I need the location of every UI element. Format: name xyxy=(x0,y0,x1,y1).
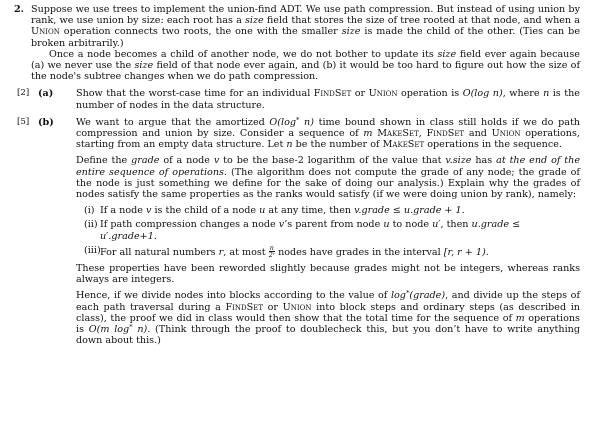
problem-number: 2. xyxy=(14,4,25,15)
problem-paragraph-2: Once a node becomes a child of another node, we do not bother to update its size field ever again because (a) we never use the size field of that node ever again, and (b) it would be too hard to figure out how the size of the node's subtree changes when we do path compression. xyxy=(31,48,580,83)
list-item: (ii) If path compression changes a node v’s parent from node u to node u′, then u.grade ≤ u′.grade+1. xyxy=(84,219,521,242)
problem-2 xyxy=(14,4,580,346)
part-b-paragraph-3: These properties have been reworded slightly because grades might not be integers, whereas ranks always are integers. xyxy=(76,263,580,286)
part-b-paragraph-2: Define the grade of a node v to be the base-2 logarithm of the value that v.size has at the end of the entire sequence of operations. (The algorithm does not compute the grade of any node; the grade of the node is just something we define for the sake of doing our analysis.) Explain why the grades of nodes satisfy the same properties as the ranks would satisfy (if we were doing union by rank), namely: xyxy=(76,155,581,201)
fraction-n-over-2r: $\frac{n}{\text{2ʳ}}$ xyxy=(268,243,275,259)
document-page xyxy=(14,4,580,346)
part-a xyxy=(17,88,580,111)
part-a-points: [2] xyxy=(17,88,30,99)
part-b xyxy=(17,115,581,347)
part-b-points: [5] xyxy=(17,116,30,127)
problem-intro: Suppose we use trees to implement the union-find ADT. We use path compression. But instead of using union by rank, we use union by size: each root has a size field that stores the size of tree rooted at that node, and when a Union operation connects two roots, the one with the smaller size is made the child of the other. (Ties can be broken arbitrarily.) xyxy=(31,4,580,49)
part-b-label: (b) xyxy=(38,116,54,128)
part-b-paragraph-1: We want to argue that the amortized O(log* n) time bound shown in class still holds if we do path compression and union by size. Consider a sequence of m MakeSet, FindSet and Union operations, starting from an empty data structure. Let n be the number of MakeSet operations in the sequence. xyxy=(76,115,580,151)
part-b-paragraph-4: Hence, if we divide nodes into blocks according to the value of log*(grade), and divide up the steps of each path traversal during a FindSet or Union into block steps and ordinary steps (as described in class), the proof we did in class would then show that the total time for the sequence of m operations is O(m log* n). (Think through the proof to doublecheck this, but you don’t have to write anything down about this.) xyxy=(76,289,580,347)
part-a-label: (a) xyxy=(38,88,54,100)
list-item: (iii) For all natural numbers r, at most $\frac{n}{\text{2ʳ}}$ nodes have grades in the interval [r, r + 1). xyxy=(84,243,489,259)
part-a-text: Show that the worst-case time for an individual FindSet or Union operation is O(log n), where n is the number of nodes in the data structure. xyxy=(76,88,580,111)
properties-list xyxy=(80,205,580,258)
list-item: (i) If a node v is the child of a node u at any time, then v.grade ≤ u.grade + 1. xyxy=(84,205,465,217)
